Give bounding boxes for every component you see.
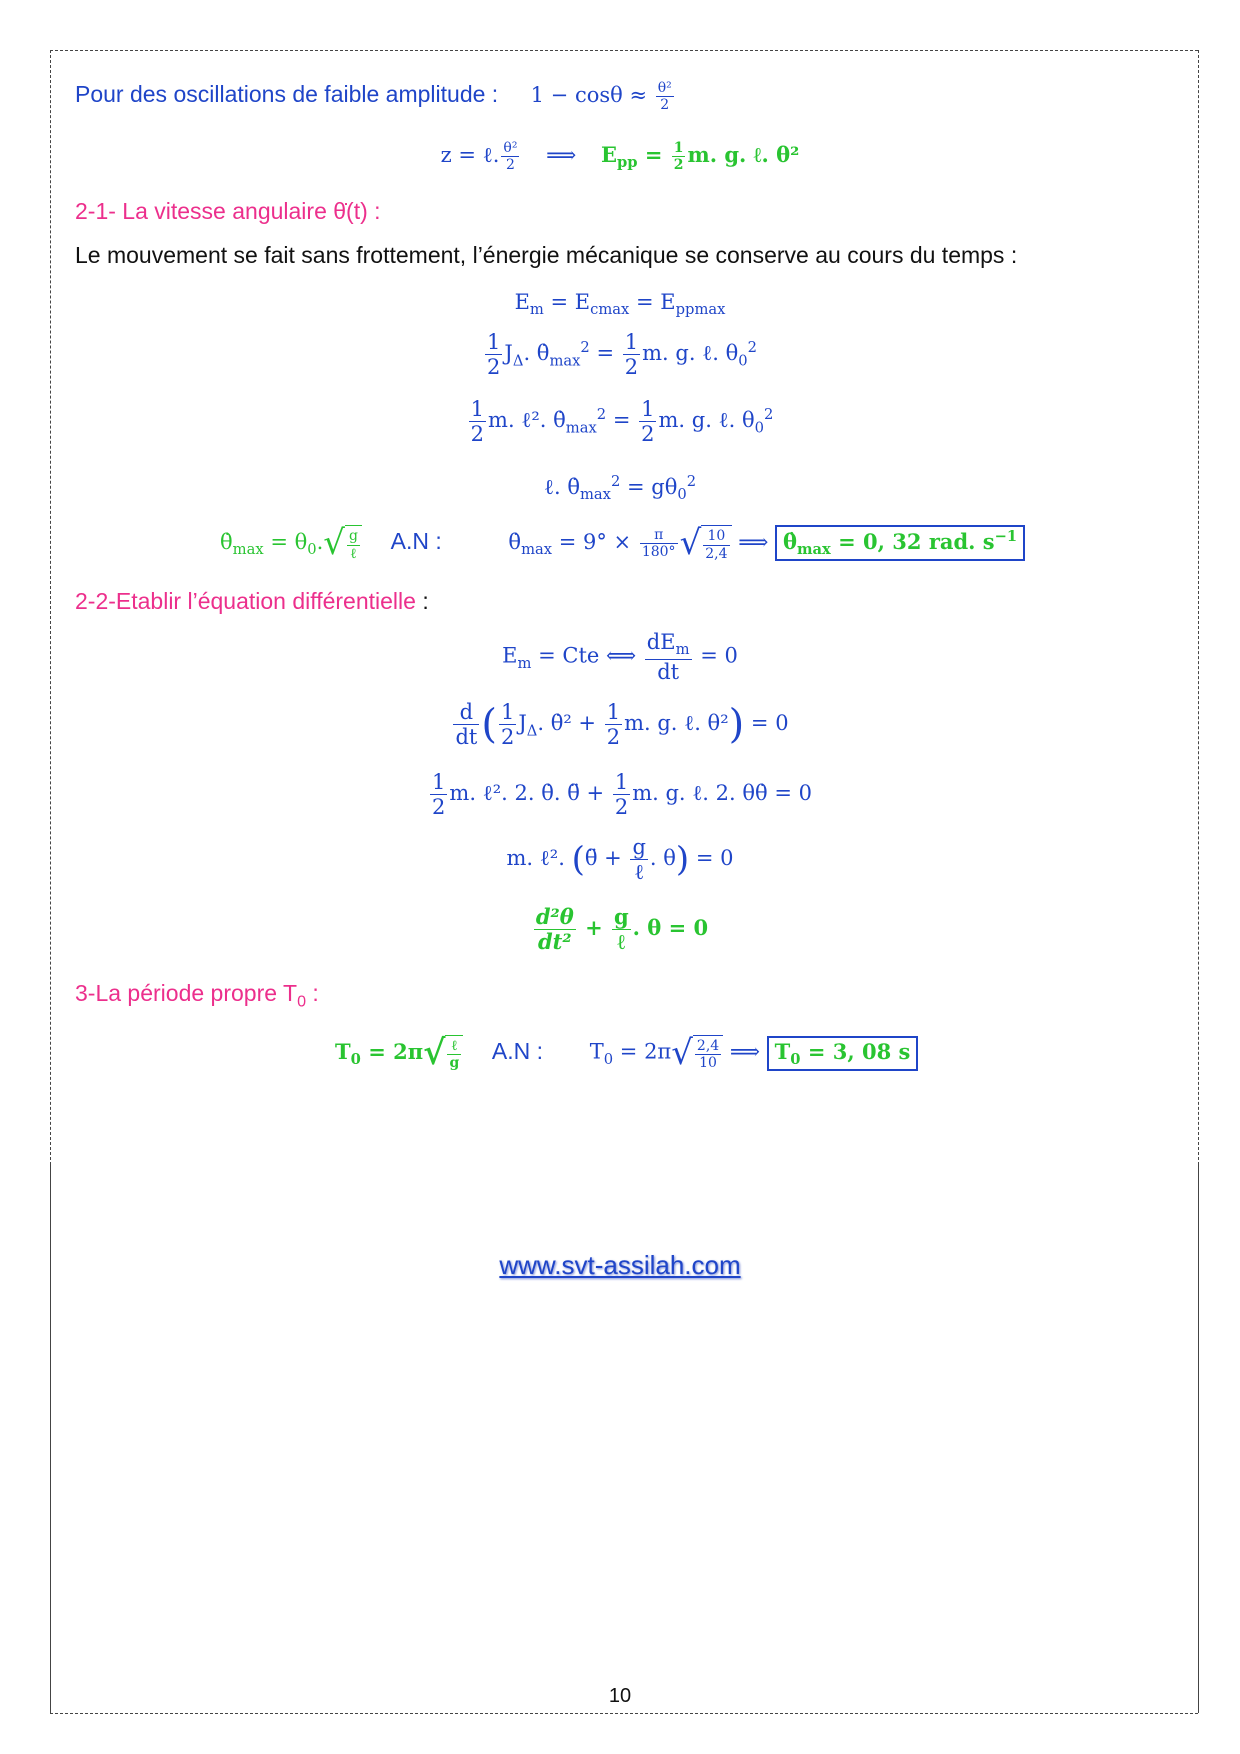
half-fraction-5 (430, 770, 447, 819)
epp-sub: pp (616, 154, 638, 172)
period-line (335, 1033, 918, 1074)
an-two-pi: = 2π (619, 1039, 672, 1064)
rhs-mgl-2: m. g. ℓ. θ (658, 408, 755, 433)
theta-ddot-plus: θ̈ + (584, 846, 622, 871)
z-lhs: z = ℓ. (440, 143, 500, 168)
ml2-theta-dot: m. ℓ². θ̇ (488, 408, 566, 433)
em-sub: m (529, 301, 544, 319)
small-amplitude-line (75, 80, 676, 113)
dt2-den: dt² (538, 929, 572, 955)
epp-num: 1 (673, 140, 684, 156)
conservation-sentence: Le mouvement se fait sans frottement, l’énergie mécanique se conserve au cours du temps : (75, 242, 1018, 268)
an-t0: T (589, 1039, 604, 1064)
sqrt-g-over-l: √ $\frac{g}{\text{ℓ}}$ (323, 525, 362, 561)
eppmax-e: = E (636, 290, 676, 314)
epp-e: E (600, 142, 617, 168)
half-fraction-right (623, 330, 640, 379)
half-den-6: 2 (614, 795, 629, 820)
half-den: 2 (487, 355, 501, 380)
dem-dt-fraction (645, 630, 692, 684)
em-const-rhs: = 0 (700, 643, 738, 668)
epp-den: 2 (673, 157, 684, 174)
page-border-left (50, 50, 51, 1165)
close-paren-2: ) (675, 839, 690, 880)
epp-rest: m. g. ℓ. θ² (687, 142, 800, 168)
z-equation (0, 140, 1240, 173)
em-const-mid: = Cte ⟺ (538, 643, 637, 668)
an-arrow-2: ⟹ (729, 1039, 760, 1064)
twofour-den: 2,4 (705, 545, 728, 562)
ecmax-sub: cmax (590, 301, 630, 319)
theta0-sub-2: 0 (754, 419, 764, 437)
z-fraction (501, 140, 519, 173)
g-theta0: = gθ (627, 475, 678, 499)
period-formula (335, 1033, 463, 1074)
cos-approx-left: 1 − cosθ ≈ (530, 83, 648, 108)
square-exp: 2 (580, 339, 590, 357)
epp-fraction (672, 140, 686, 173)
an-nine-degrees: = 9° × (558, 530, 632, 554)
max-sub: max (549, 352, 581, 370)
implies-arrow: ⟹ (546, 143, 577, 168)
twofour-num: 2,4 (696, 1038, 720, 1054)
result-theta-dot: θ̇ (782, 529, 797, 554)
g-over-l-fraction (347, 528, 360, 561)
result-value: = 0, 32 rad. s (838, 529, 995, 554)
half-num-3: 1 (500, 700, 515, 724)
dt-den: dt (657, 660, 680, 685)
expanded-term-1: m. ℓ². 2. θ̇. θ̈ + (449, 781, 605, 806)
half-den-2-right: 2 (641, 422, 655, 447)
theta-max-formula (220, 523, 362, 564)
deg180-den: 180° (641, 544, 676, 560)
theta-dot-sq-plus: . θ̇² + (537, 711, 597, 736)
section-3-title-text: 3-La période propre T (75, 980, 298, 1006)
pi-over-180 (640, 527, 678, 560)
d-num: d (453, 700, 479, 725)
z-den: 2 (505, 157, 515, 174)
d-dt-fraction (453, 700, 479, 749)
theta-max-symbol: θ̇ (220, 530, 233, 554)
half-den-5: 2 (432, 795, 446, 820)
theta0-sub-3: 0 (677, 486, 687, 504)
section-2-2-title-text: 2-2-Etablir l’équation différentielle (75, 588, 416, 614)
half-den-right: 2 (624, 355, 639, 380)
derivative-rhs: = 0 (750, 711, 789, 736)
square-exp-3: 2 (610, 473, 621, 490)
half-fraction-3 (499, 700, 516, 749)
j-sub: Δ (512, 352, 524, 370)
open-paren-2: ( (571, 839, 585, 880)
result-t0: T (774, 1038, 791, 1064)
section-3-title-sub: 0 (297, 992, 307, 1011)
pi-num: π (640, 527, 678, 544)
half-fraction-2 (469, 397, 486, 446)
half-den-4: 2 (606, 725, 621, 750)
section-2-2-title (75, 588, 429, 615)
mgl-theta-sq: m. g. ℓ. θ² (624, 711, 729, 736)
simplified-equation (0, 473, 1240, 503)
an-label-1: A.N : (390, 528, 442, 554)
page-border-right (1198, 50, 1199, 1165)
epp-result (600, 140, 800, 174)
square-exp-2: 2 (596, 406, 607, 424)
open-paren: ( (481, 701, 497, 748)
plus-sign: + (585, 915, 603, 941)
half-num-5: 1 (432, 770, 446, 794)
max-sub-2: max (565, 419, 597, 437)
dem-sub: m (675, 641, 690, 659)
theta-max-eq: = θ (270, 530, 308, 554)
result-max-sub: max (797, 541, 831, 559)
half-num-4: 1 (606, 700, 621, 724)
dem-num (645, 630, 692, 660)
result-t0-sub: 0 (790, 1050, 801, 1068)
em-const-sub: m (517, 654, 532, 672)
theta-max-dot: . (316, 530, 324, 554)
factored-equation (0, 835, 1240, 884)
energy-equation-ml2 (0, 397, 1240, 446)
rhs-mgl: m. g. ℓ. θ (642, 341, 739, 366)
an-t0-sub: 0 (603, 1050, 614, 1068)
dot-theta: . θ (649, 846, 676, 871)
max-sub-3: max (579, 486, 611, 504)
expanded-term-2: m. g. ℓ. 2. θθ̇ = 0 (632, 781, 812, 806)
section-3-title (75, 980, 319, 1012)
theta-max-sub: max (232, 541, 264, 559)
section-3-colon: : (306, 980, 319, 1006)
square-exp-4: 2 (686, 473, 697, 490)
website-link[interactable]: www.svt-assilah.com (499, 1250, 741, 1280)
theta0-sub: 0 (738, 352, 748, 370)
cos-approx-fraction (656, 80, 674, 113)
sqrt-l-over-g: √ $\frac{\text{ℓ}}{g}$ (423, 1035, 463, 1071)
an-max-sub: max (521, 541, 553, 559)
dem-text: dE (646, 630, 676, 654)
half-num-right: 1 (624, 330, 639, 354)
g-den: g (449, 1055, 460, 1072)
theta-max-result-box (775, 525, 1025, 561)
ten-num: 10 (703, 528, 729, 545)
l-theta-dot: ℓ. θ̇ (543, 475, 580, 499)
twofour-over-ten (695, 1038, 721, 1071)
half-num-6: 1 (614, 770, 629, 794)
half-fraction (485, 330, 502, 379)
l-num: ℓ (447, 1038, 461, 1055)
page-border-left-lower (50, 1165, 51, 1713)
l-den-2: ℓ (634, 860, 645, 885)
g-over-l-fraction-3 (612, 905, 631, 954)
g-num-2: g (632, 835, 646, 859)
g-num: g (348, 528, 358, 545)
half-fraction-4 (605, 700, 622, 749)
period-value: = 3, 08 s (807, 1038, 911, 1064)
page-number: 10 (608, 1685, 632, 1707)
differential-equation (0, 905, 1240, 954)
cos-approx-num: θ² (657, 80, 672, 96)
j-symbol: J (504, 341, 513, 366)
equals-sign: = (596, 341, 615, 366)
sqrt-24-over-10: √ $\frac{2,4}{10}$ (671, 1035, 723, 1071)
theta-max-line (220, 525, 1025, 562)
j-sub-2: Δ (526, 722, 538, 740)
theta-dot: . θ̇ (523, 341, 550, 366)
d2theta-num: d²θ (535, 904, 574, 929)
ecmax-e: = E (550, 290, 591, 314)
l-den: ℓ (350, 545, 357, 562)
cos-approx-den: 2 (660, 97, 670, 114)
close-paren: ) (728, 701, 745, 748)
ml2-factor: m. ℓ². (506, 846, 572, 871)
z-num: θ² (503, 140, 518, 156)
epp-eq: = (644, 142, 663, 168)
half-fraction-2-right (639, 397, 656, 446)
energy-equality (0, 290, 1240, 318)
an-theta-max: θ̇ (508, 530, 522, 554)
page-border-right-lower (1198, 1165, 1199, 1713)
rhs-square-exp-2: 2 (763, 406, 774, 424)
d-dt-den: dt (455, 725, 478, 750)
section-2-2-colon: : (415, 588, 429, 614)
half-num-2-right: 1 (641, 397, 655, 421)
g-over-l-fraction-2 (630, 835, 647, 884)
result-exp: −1 (994, 528, 1018, 545)
l-den-3: ℓ (617, 929, 626, 955)
rhs-square-exp: 2 (747, 339, 757, 357)
em-constant-equation (0, 630, 1240, 684)
energy-equation-j (0, 330, 1240, 379)
half-fraction-6 (613, 770, 630, 819)
small-amplitude-text: Pour des oscillations de faible amplitude : (75, 81, 499, 108)
an-arrow-1: ⟹ (738, 530, 769, 554)
ten-over-24 (703, 528, 729, 561)
theta-max-theta0-sub: 0 (307, 541, 317, 559)
cos-approx (530, 80, 676, 114)
t0-symbol: T (335, 1038, 351, 1064)
d2theta-dt2-fraction (534, 905, 576, 954)
section-2-1-title: 2-1- La vitesse angulaire θ̇(t) : (75, 198, 381, 224)
expanded-derivative (0, 770, 1240, 819)
eppmax-sub: ppmax (675, 301, 726, 319)
equals-sign-2: = (612, 408, 631, 433)
l-over-g-fraction (447, 1038, 461, 1071)
page-border-top (50, 50, 1198, 51)
an-label-2: A.N : (491, 1037, 544, 1064)
half-num-2: 1 (470, 397, 485, 421)
g-num-3: g (613, 904, 629, 929)
ten-den: 10 (699, 1055, 717, 1072)
factored-rhs: = 0 (695, 846, 734, 871)
derivative-equation (0, 700, 1240, 749)
period-result-box (767, 1036, 919, 1071)
half-den-3: 2 (500, 725, 515, 750)
half-num: 1 (487, 330, 501, 354)
em-const-e: E (502, 643, 518, 668)
j-symbol-2: J (518, 711, 527, 736)
two-pi: = 2π (368, 1038, 424, 1064)
em-e: E (514, 290, 530, 314)
half-den-2: 2 (470, 422, 485, 447)
sqrt-10-over-24: √ $\frac{10}{2,4}$ (680, 525, 732, 561)
t0-sub: 0 (350, 1050, 361, 1068)
page-border-bottom (50, 1713, 1198, 1714)
diff-eq-rhs: . θ = 0 (632, 915, 709, 941)
